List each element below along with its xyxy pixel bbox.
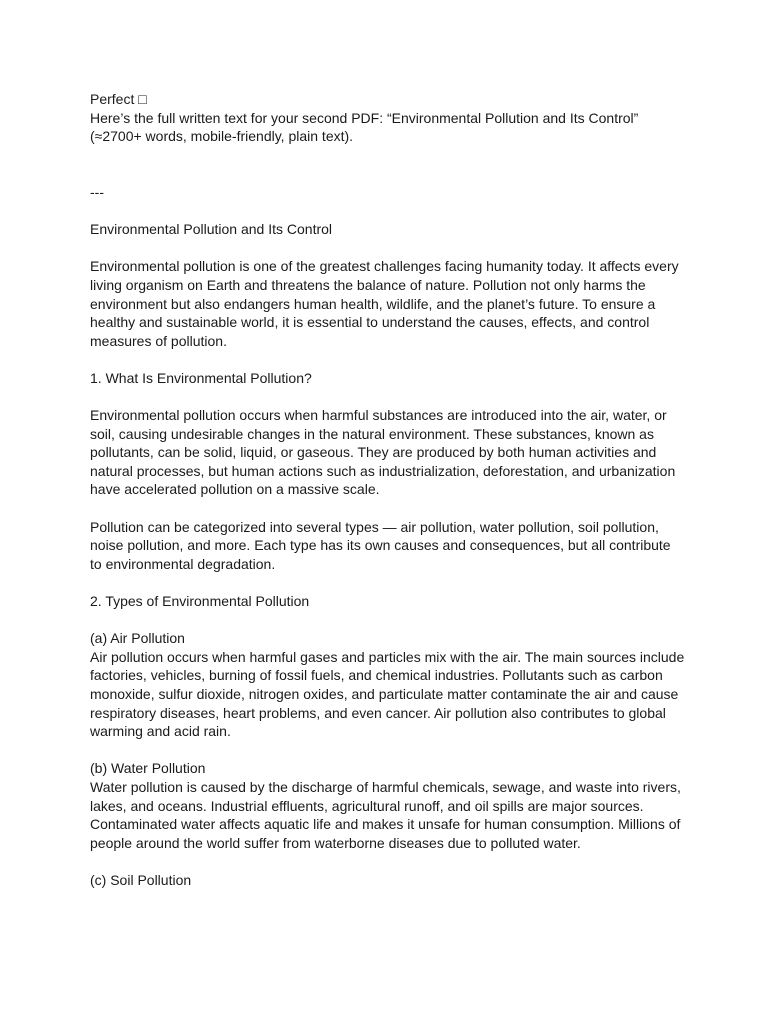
paragraph-line: people around the world suffer from waterborne diseases due to polluted water.	[90, 834, 581, 851]
paragraph-intro	[90, 257, 690, 350]
intro-line-3: (≈2700+ words, mobile-friendly, plain text).	[90, 128, 354, 145]
paragraph-line: warming and acid rain.	[90, 723, 231, 740]
paragraph-water-pollution	[90, 778, 690, 852]
separator: ---	[90, 183, 104, 200]
subheading-soil-pollution: (c) Soil Pollution	[90, 871, 192, 888]
intro-line-1: Perfect □	[90, 91, 147, 107]
paragraph-line: respiratory diseases, heart problems, and even cancer. Air pollution also contributes to global	[90, 704, 666, 721]
paragraph-line: lakes, and oceans. Industrial effluents, agricultural runoff, and oil spills are major sources.	[90, 797, 644, 814]
paragraph-line: Water pollution is caused by the discharge of harmful chemicals, sewage, and waste into rivers,	[90, 778, 681, 795]
paragraph-definition	[90, 406, 690, 499]
paragraph-line: soil, causing undesirable changes in the natural environment. These substances, known as	[90, 425, 654, 442]
paragraph-line: healthy and sustainable world, it is essential to understand the causes, effects, and control	[90, 314, 650, 331]
paragraph-line: to environmental degradation.	[90, 555, 276, 572]
paragraph-line: have accelerated pollution on a massive scale.	[90, 481, 380, 498]
paragraph-line: monoxide, sulfur dioxide, nitrogen oxides, and particulate matter contaminate the air and cause	[90, 686, 679, 702]
document-title: Environmental Pollution and Its Control	[90, 221, 333, 238]
document-body	[90, 90, 690, 890]
paragraph-line: environment but also endangers human health, wildlife, and the planet’s future. To ensure a	[90, 295, 656, 312]
paragraph-line: pollutants, can be solid, liquid, or gaseous. They are produced by both human activities and	[90, 444, 657, 461]
paragraph-line: Air pollution occurs when harmful gases and particles mix with the air. The main sources include	[90, 648, 685, 665]
paragraph-line: living organism on Earth and threatens the balance of nature. Pollution not only harms the	[90, 276, 646, 293]
paragraph-line: Contaminated water affects aquatic life and makes it unsafe for human consumption. Millions of	[90, 816, 681, 833]
paragraph-line: factories, vehicles, burning of fossil fuels, and chemical industries. Pollutants such as carbon	[90, 667, 663, 684]
section-heading-1: 1. What Is Environmental Pollution?	[90, 369, 312, 386]
paragraph-line: measures of pollution.	[90, 332, 227, 349]
paragraph-line: noise pollution, and more. Each type has its own causes and consequences, but all contribute	[90, 537, 671, 554]
intro-line-2: Here’s the full written text for your second PDF: “Environmental Pollution and Its Control”	[90, 109, 639, 126]
paragraph-line: Environmental pollution is one of the greatest challenges facing humanity today. It affects every	[90, 258, 679, 275]
paragraph-line: natural processes, but human actions such as industrialization, deforestation, and urbanization	[90, 462, 676, 479]
subheading-water-pollution: (b) Water Pollution	[90, 760, 206, 777]
paragraph-line: Pollution can be categorized into several types — air pollution, water pollution, soil pollution,	[90, 518, 659, 535]
section-heading-2: 2. Types of Environmental Pollution	[90, 593, 310, 610]
subheading-air-pollution: (a) Air Pollution	[90, 630, 185, 647]
paragraph-line: Environmental pollution occurs when harmful substances are introduced into the air, water, or	[90, 407, 667, 424]
paragraph-air-pollution	[90, 648, 690, 741]
paragraph-categories	[90, 518, 690, 574]
